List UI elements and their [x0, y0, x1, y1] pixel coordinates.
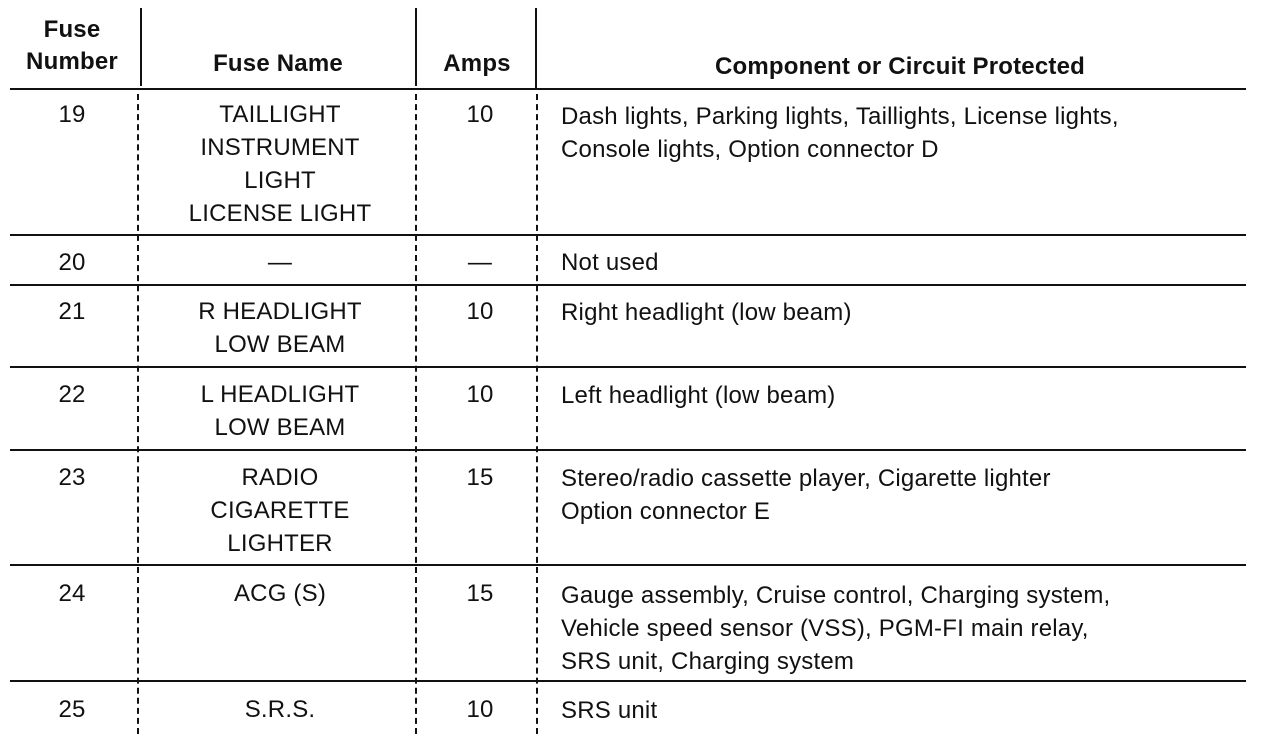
fuse-number: 25: [58, 696, 86, 723]
fuse-amps: 15: [466, 464, 494, 491]
header-amps: Amps: [443, 50, 511, 77]
fuse-component: Right headlight (low beam): [561, 299, 852, 326]
fuse-name: —: [267, 249, 293, 276]
header-divider: [140, 8, 142, 86]
row-divider: [10, 284, 1246, 286]
fuse-number: 23: [58, 464, 86, 491]
fuse-name: RADIO CIGARETTE LIGHTER: [210, 464, 350, 557]
fuse-number: 22: [58, 381, 86, 408]
fuse-component: Not used: [561, 249, 659, 276]
row-divider: [10, 449, 1246, 451]
header-divider: [535, 8, 537, 88]
column-divider: [137, 94, 139, 734]
fuse-component: SRS unit: [561, 697, 658, 724]
header-divider: [415, 8, 417, 86]
fuse-name: S.R.S.: [244, 696, 316, 723]
column-divider: [536, 94, 538, 734]
row-divider: [10, 564, 1246, 566]
fuse-number: 24: [58, 580, 86, 607]
row-divider: [10, 234, 1246, 236]
fuse-name: R HEADLIGHT LOW BEAM: [198, 298, 362, 358]
fuse-number: 21: [58, 298, 86, 325]
fuse-amps: —: [467, 249, 493, 276]
fuse-component: Left headlight (low beam): [561, 382, 836, 409]
fuse-amps: 10: [466, 381, 494, 408]
header-fuse-name: Fuse Name: [213, 50, 343, 77]
header-component: Component or Circuit Protected: [714, 53, 1086, 80]
row-divider: [10, 366, 1246, 368]
fuse-amps: 10: [466, 101, 494, 128]
fuse-amps: 10: [466, 298, 494, 325]
fuse-name: TAILLIGHT INSTRUMENT LIGHT LICENSE LIGHT: [188, 101, 372, 227]
fuse-amps: 15: [466, 580, 494, 607]
fuse-amps: 10: [466, 696, 494, 723]
row-divider: [10, 680, 1246, 682]
fuse-component: Stereo/radio cassette player, Cigarette lighter Option connector E: [561, 465, 1051, 525]
header-fuse-number: Fuse Number: [26, 16, 118, 75]
header-rule: [10, 88, 1246, 90]
fuse-number: 19: [58, 101, 86, 128]
fuse-number: 20: [58, 249, 86, 276]
fuse-name: L HEADLIGHT LOW BEAM: [200, 381, 360, 441]
fuse-name: ACG (S): [233, 580, 327, 607]
fuse-component: Dash lights, Parking lights, Taillights, License lights, Console lights, Option connector D: [561, 103, 1119, 163]
fuse-component: Gauge assembly, Cruise control, Charging system, Vehicle speed sensor (VSS), PGM-FI main relay, SRS unit, Charging system: [561, 582, 1111, 675]
